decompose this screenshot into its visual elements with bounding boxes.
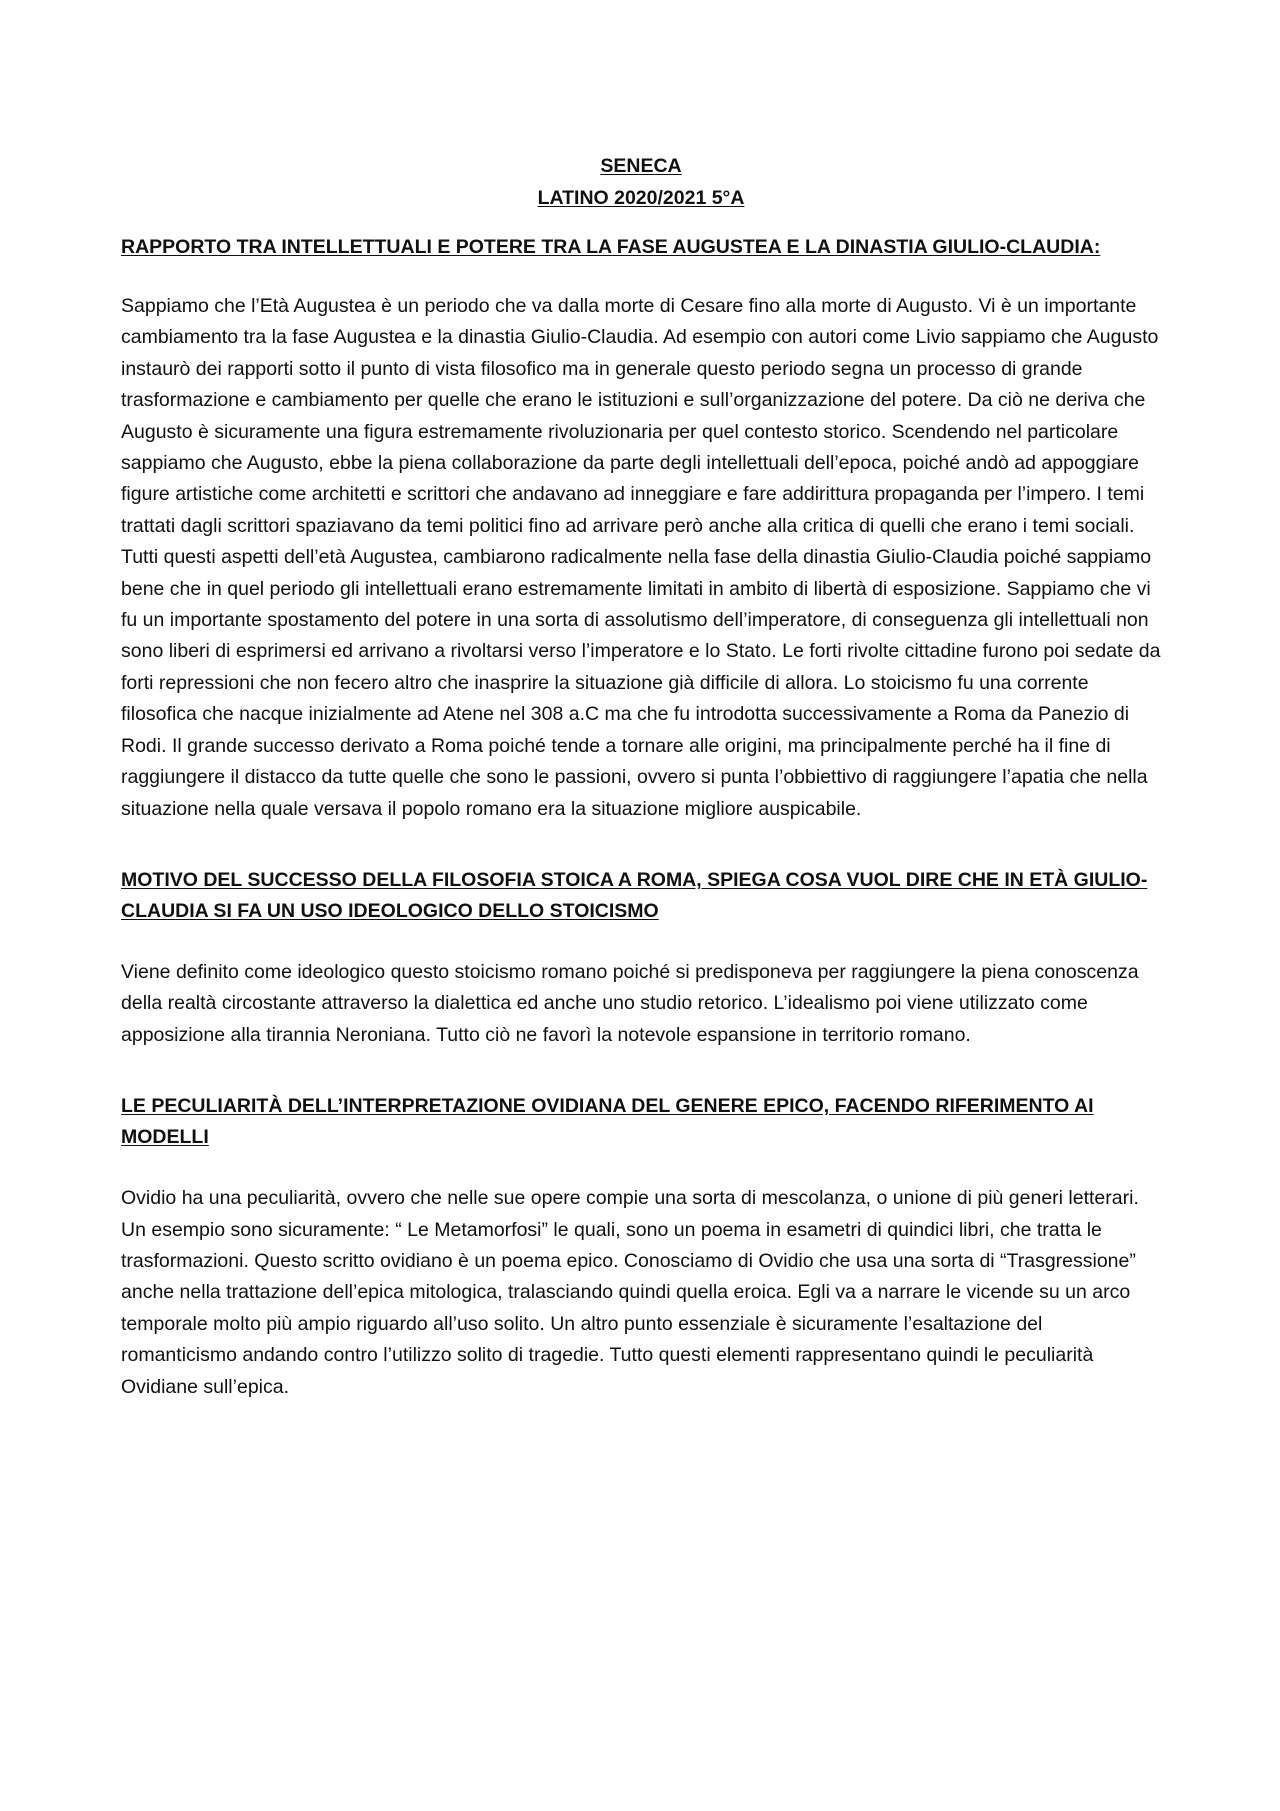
document-page [121, 150, 1161, 1443]
document-title: SENECA [600, 155, 682, 177]
section-heading-2: MOTIVO DEL SUCCESSO DELLA FILOSOFIA STOICA A ROMA, SPIEGA COSA VUOL DIRE CHE IN ETÀ GIULIO-CLAUDIA SI FA UN USO IDEOLOGICO DELLO STOICISMO [121, 868, 1148, 922]
section-body-2: Viene definito come ideologico questo stoicismo romano poiché si predisponeva per raggiungere la piena conoscenza della realtà circostante attraverso la dialettica ed anche uno studio retorico. L’idealismo poi viene utilizzato come apposizione alla tirannia Neroniana. Tutto ciò ne favorì la notevole espansione in territorio romano. [121, 960, 1139, 1046]
section-heading-1: RAPPORTO TRA INTELLETTUALI E POTERE TRA LA FASE AUGUSTEA E LA DINASTIA GIULIO-CLAUDIA: [121, 236, 1101, 258]
section-body-1: Sappiamo che l’Età Augustea è un periodo che va dalla morte di Cesare fino alla morte di Augusto. Vi è un importante cambiamento tra la fase Augustea e la dinastia Giulio-Claudia. Ad esempio con autori come Livio sappiamo che Augusto instaurò dei rapporti sotto il punto di vista filosofico ma in generale questo periodo segna un processo di grande trasformazione e cambiamento per quelle che erano le istituzioni e sull’organizzazione del potere. Da ciò ne deriva che Augusto è sicuramente una figura estremamente rivoluzionaria per quel contesto storico. Scendendo nel particolare sappiamo che Augusto, ebbe la piena collaborazione da parte degli intellettuali dell’epoca, poiché andò ad appoggiare figure artistiche come architetti e scrittori che andavano ad inneggiare e fare addirittura propaganda per l’impero. I temi trattati dagli scrittori spaziavano da temi politici fino ad arrivare però anche alla critica di quelli che erano i temi sociali. Tutti questi aspetti dell’età Augustea, cambiarono radicalmente nella fase della dinastia Giulio-Claudia poiché sappiamo bene che in quel periodo gli intellettuali erano estremamente limitati in ambito di libertà di esposizione. Sappiamo che vi fu un importante spostamento del potere in una sorta di assolutismo dell’imperatore, di conseguenza gli intellettuali non sono liberi di esprimersi ed arrivano a rivoltarsi verso l’imperatore e lo Stato. Le forti rivolte cittadine furono poi sedate da forti repressioni che non fecero altro che inasprire la situazione già difficile di allora. Lo stoicismo fu una corrente filosofica che nacque inizialmente ad Atene nel 308 a.C ma che fu introdotta successivamente a Roma da Panezio di Rodi. Il grande successo derivato a Roma poiché tende a tornare alle origini, ma principalmente perché ha il fine di raggiungere il distacco da tutte quelle che sono le passioni, ovvero si punta l’obbiettivo di raggiungere l’apatia che nella situazione nella quale versava il popolo romano era la situazione migliore auspicabile. [121, 295, 1161, 820]
section-body-3: Ovidio ha una peculiarità, ovvero che nelle sue opere compie una sorta di mescolanza, o unione di più generi letterari. Un esempio sono sicuramente: “ Le Metamorfosi” le quali, sono un poema in esametri di quindici libri, che tratta le trasformazioni. Questo scritto ovidiano è un poema epico. Conosciamo di Ovidio che usa una sorta di “Trasgressione” anche nella trattazione dell’epica mitologica, tralasciando quindi quella eroica. Egli va a narrare le vicende su un arco temporale molto più ampio riguardo all’uso solito. Un altro punto essenziale è sicuramente l’esaltazione del romanticismo andando contro l’utilizzo solito di tragedie. Tutto questi elementi rappresentano quindi le peculiarità Ovidiane sull’epica. [121, 1187, 1139, 1398]
document-subtitle: LATINO 2020/2021 5°A [537, 187, 745, 209]
title-block [121, 150, 1161, 214]
section-heading-3: LE PECULIARITÀ DELL’INTERPRETAZIONE OVIDIANA DEL GENERE EPICO, FACENDO RIFERIMENTO AI MODELLI [121, 1095, 1094, 1149]
